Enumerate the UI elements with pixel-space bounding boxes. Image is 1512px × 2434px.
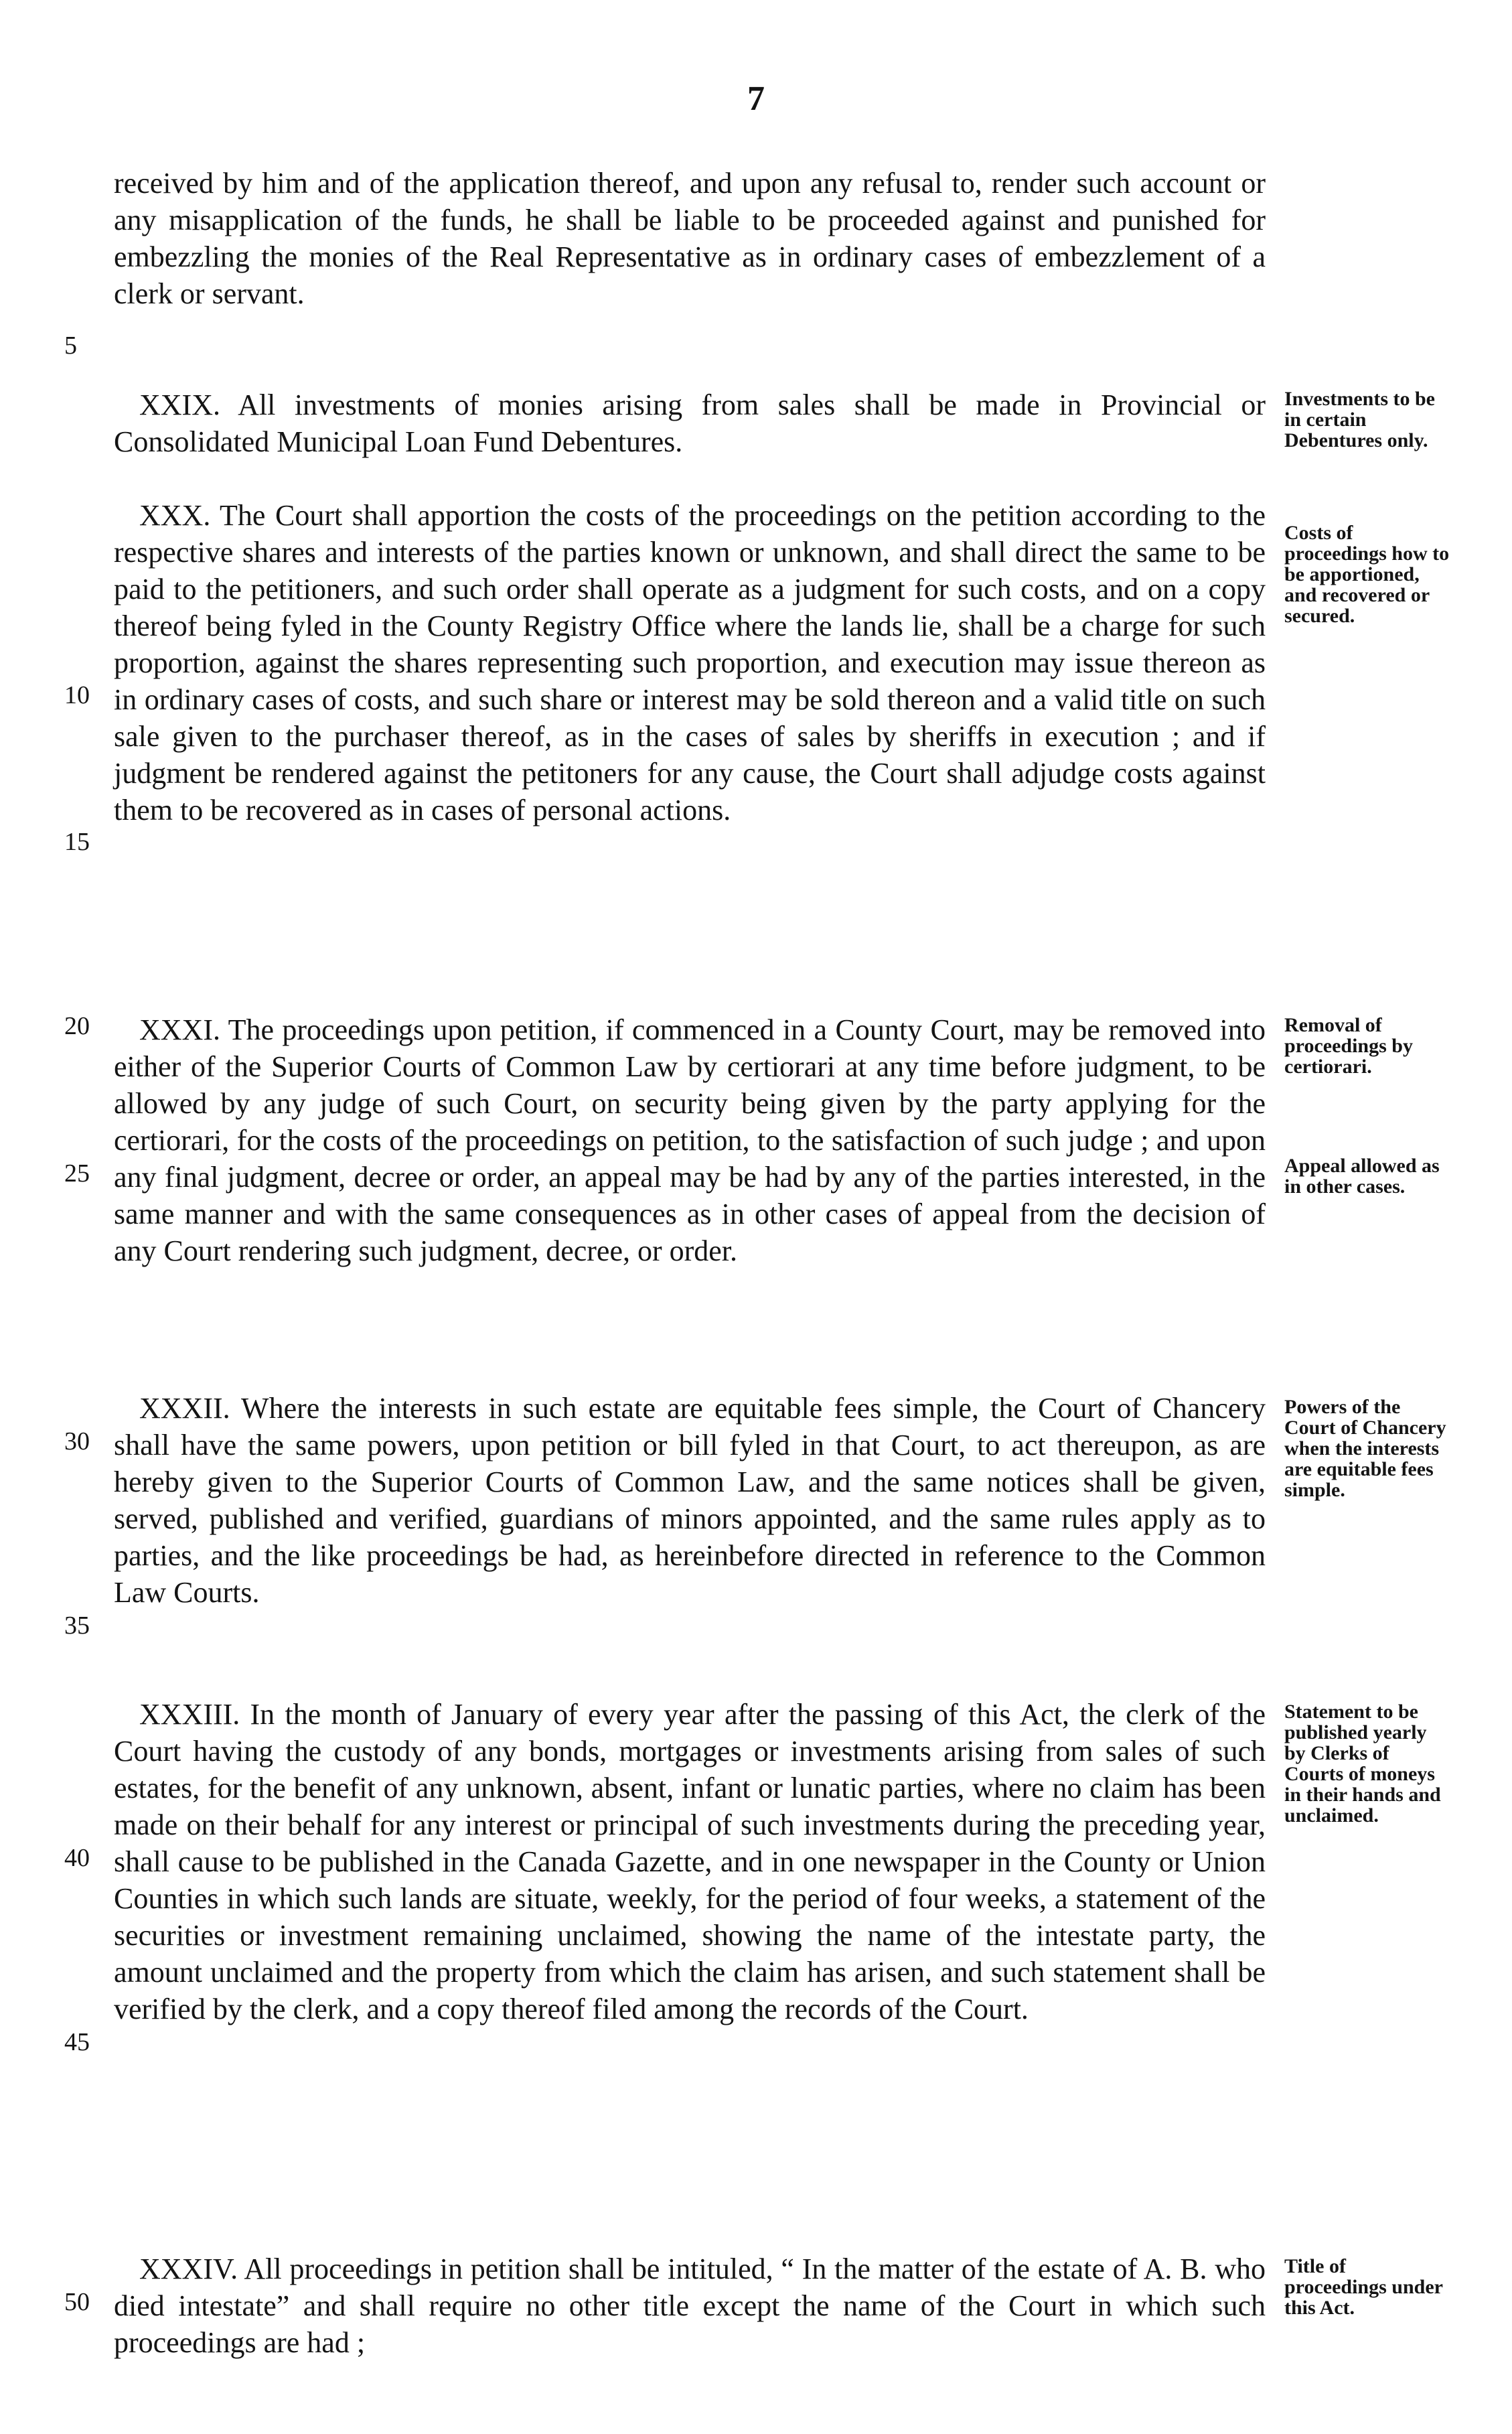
margin-note-costs: Costs of proceedings how to be apportioned, and recovered or secured. xyxy=(1284,522,1450,627)
line-number: 45 xyxy=(64,2028,90,2056)
line-number: 50 xyxy=(64,2288,90,2316)
margin-note-title: Title of proceedings under this Act. xyxy=(1284,2255,1443,2319)
section-xxxi: XXXI. The proceedings upon petition, if commenced in a County Court, may be removed into either of the Superior Courts of Common Law by certiorari at any time before judgment, to be allowed by any judge of such Court, on security being given by the party applying for the certiorari, for the costs of the proceedings on petition, to the satisfaction of such judge ; and upon any final judgment, decree or order, an appeal may be had by any of the parties interested, in the same manner and with the same consequences as in other cases of appeal from the decision of any Court rendering such judgment, decree, or order. xyxy=(114,1013,1266,1267)
line-number: 20 xyxy=(64,1012,90,1040)
page-number: 7 xyxy=(747,80,765,118)
line-number: 15 xyxy=(64,828,90,856)
section-continuation: received by him and of the application thereof, and upon any refusal to, render such account or any misapplication of the funds, he shall be liable to be proceeded against and punished for embezzling the monies of the Real Representative as in ordinary cases of embezzlement of a clerk or servant. xyxy=(114,167,1266,310)
margin-note-chancery: Powers of the Court of Chancery when the interests are equitable fees simple. xyxy=(1284,1396,1446,1501)
section-xxxii: XXXII. Where the interests in such estate are equitable fees simple, the Court of Chancery shall have the same powers, upon petition or bill fyled in that Court, to act thereupon, as are hereby given to the Superior Courts of Common Law, and the same notices shall be given, served, published and verified, guardians of minors appointed, and the same rules apply as to parties, and the like proceedings be had, as hereinbefore directed in reference to the Common Law Courts. xyxy=(114,1392,1266,1609)
margin-note-statement: Statement to be published yearly by Clerks of Courts of moneys in their hands and unclaimed. xyxy=(1284,1701,1441,1827)
line-number: 30 xyxy=(64,1427,90,1455)
margin-note-investments: Investments to be in certain Debentures only. xyxy=(1284,388,1435,451)
section-xxx: XXX. The Court shall apportion the costs of the proceedings on the petition according to the respective shares and interests of the parties known or unknown, and shall direct the same to be paid to the petitioners, and such order shall operate as a judgment for such costs, and on a copy thereof being fyled in the County Registry Office where the lands lie, shall be a charge for such proportion, against the shares representing such proportion, and execution may issue thereon as in ordinary cases of costs, and such share or interest may be sold thereon and a valid title on such sale given to the purchaser thereof, as in the cases of sales by sheriffs in execution ; and if judgment be rendered against the petitoners for any cause, the Court shall adjudge costs against them to be recovered as in cases of personal actions. xyxy=(114,499,1266,827)
line-number: 5 xyxy=(64,332,77,360)
margin-note-removal: Removal of proceedings by certiorari. xyxy=(1284,1014,1413,1078)
line-number: 25 xyxy=(64,1159,90,1188)
section-xxix: XXIX. All investments of monies arising from sales shall be made in Provincial or Consolidated Municipal Loan Fund Debentures. xyxy=(114,388,1266,458)
line-number: 10 xyxy=(64,681,90,709)
line-number: 35 xyxy=(64,1612,90,1640)
margin-note-appeal: Appeal allowed as in other cases. xyxy=(1284,1155,1440,1198)
line-number: 40 xyxy=(64,1844,90,1872)
section-xxxiv: XXXIV. All proceedings in petition shall be intituled, “ In the matter of the estate of A. B. who died intestate” and shall require no other title except the name of the Court in which such proceedings are had ; xyxy=(114,2252,1266,2359)
section-xxxiii: XXXIII. In the month of January of every year after the passing of this Act, the clerk of the Court having the custody of any bonds, mortgages or investments arising from sales of such estates, for the benefit of any unknown, absent, infant or lunatic parties, where no claim has been made on their behalf for any interest or principal of such investments during the preceding year, shall cause to be published in the Canada Gazette, and in one newspaper in the County or Union Counties in which such lands are situate, weekly, for the period of four weeks, a statement of the securities or investment remaining unclaimed, showing the name of the intestate party, the amount unclaimed and the property from which the claim has arisen, and such statement shall be verified by the clerk, and a copy thereof filed among the records of the Court. xyxy=(114,1698,1266,2025)
